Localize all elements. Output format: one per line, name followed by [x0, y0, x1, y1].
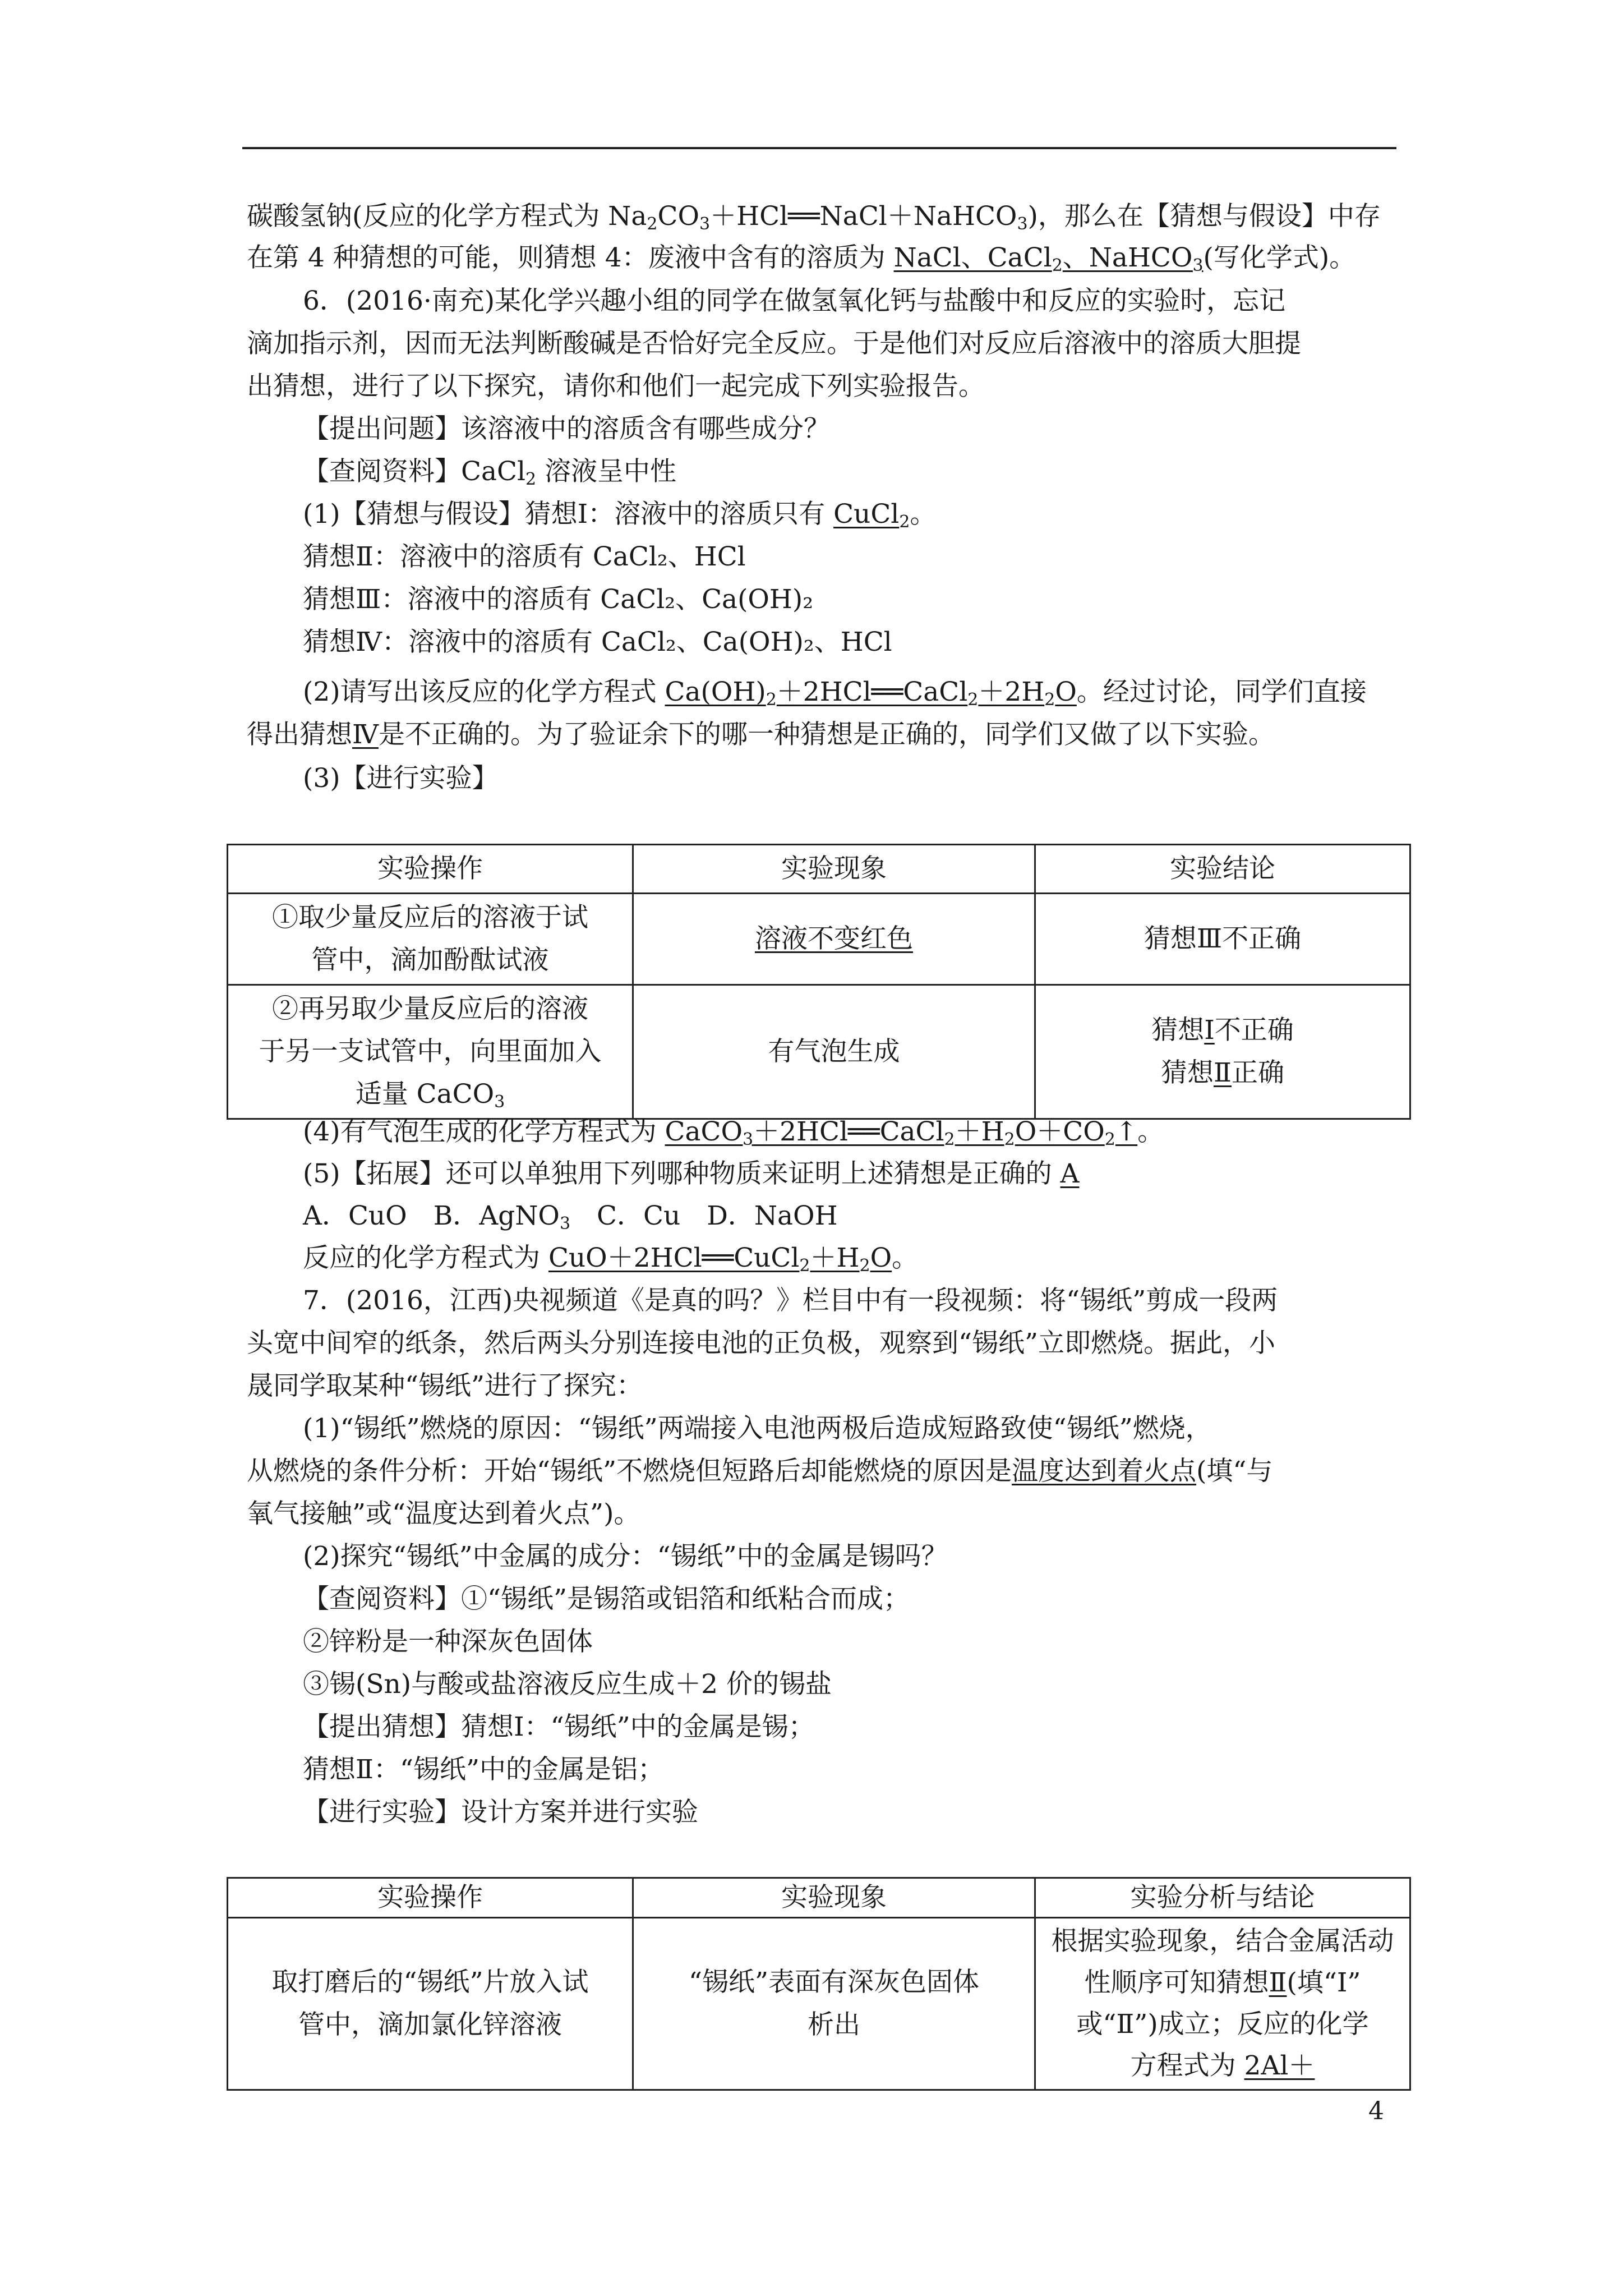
- table-cell: ②再另取少量反应后的溶液 于另一支试管中，向里面加入 适量 CaCO$_3$: [228, 985, 633, 1119]
- q6-equation-cont: 得出猜想Ⅳ是不正确的。为了验证余下的哪一种猜想是正确的，同学们又做了以下实验。: [247, 719, 1275, 750]
- q7-line-2: 头宽中间窄的纸条，然后两头分别连接电池的正负极，观察到“锡纸”立即燃烧。据此，小: [247, 1328, 1276, 1359]
- table-cell: “锡纸”表面有深灰色固体 析出: [633, 1918, 1035, 2090]
- q7-part-2: (2)探究“锡纸”中金属的成分：“锡纸”中的金属是锡吗？: [303, 1541, 948, 1572]
- table-cell: 根据实验现象，结合金属活动 性顺序可知猜想Ⅱ(填“Ⅰ” 或“Ⅱ”)成立；反应的化学 方程式为 2Al＋: [1035, 1918, 1410, 2090]
- q6-extension: (5)【拓展】还可以单独用下列哪种物质来证明上述猜想是正确的 A: [303, 1158, 1080, 1189]
- answer-blank: Ⅳ: [352, 719, 379, 750]
- table-header: 实验分析与结论: [1035, 1878, 1410, 1918]
- table-cell: 猜想Ⅲ不正确: [1035, 894, 1410, 985]
- q7-info-1: 【查阅资料】①“锡纸”是锡箔或铝箔和纸粘合而成；: [303, 1584, 910, 1614]
- q7-guess-1: 【提出猜想】猜想Ⅰ：“锡纸”中的金属是锡；: [303, 1711, 815, 1742]
- q7-guess-2: 猜想Ⅱ：“锡纸”中的金属是铝；: [303, 1754, 665, 1785]
- table-row: [228, 1918, 1410, 2090]
- q6-hypothesis-2: 猜想Ⅱ：溶液中的溶质有 CaCl₂、HCl: [303, 541, 746, 572]
- table-header: 实验操作: [228, 845, 633, 894]
- table-header-row: [228, 1878, 1410, 1918]
- table-header: 实验现象: [633, 1878, 1035, 1918]
- table-cell: 猜想Ⅰ不正确 猜想Ⅱ正确: [1035, 985, 1410, 1119]
- table-row: [228, 894, 1410, 985]
- q7-info-2: ②锌粉是一种深灰色固体: [303, 1626, 593, 1657]
- answer-blank: Ⅱ: [1214, 1057, 1232, 1088]
- table-row: [228, 985, 1410, 1119]
- q7-line-3: 晟同学取某种“锡纸”进行了探究：: [247, 1370, 643, 1401]
- answer-blank: $Ca(OH)_2+2HCl══CaCl_2+2H_2O$: [665, 677, 1077, 710]
- table-header-row: [228, 845, 1410, 894]
- q6-experiment-label: (3)【进行实验】: [303, 763, 499, 794]
- answer-blank: 温度达到着火点: [1012, 1456, 1197, 1487]
- q6-line-3: 出猜想，进行了以下探究，请你和他们一起完成下列实验报告。: [247, 371, 985, 402]
- intro-line-1: 碳酸氢钠(反应的化学方程式为 $Na_2CO_3+HCl══NaCl+NaHCO_3$)，那么在【猜想与假设】中存: [247, 201, 1381, 234]
- q7-info-3: ③锡(Sn)与酸或盐溶液反应生成＋2 价的锡盐: [303, 1669, 832, 1700]
- table-cell: [633, 894, 1035, 985]
- q6-hypothesis-3: 猜想Ⅲ：溶液中的溶质有 CaCl₂、Ca(OH)₂: [303, 584, 814, 615]
- q6-options: A．CuO B．AgNO$_3$ C．Cu D．NaOH: [303, 1200, 838, 1234]
- answer-blank: CuCl$_2$: [833, 499, 910, 532]
- intro-line-2: 在第 4 种猜想的可能，则猜想 4：废液中含有的溶质为 NaCl、CaCl$_2$、NaHCO$_3$(写化学式)。: [247, 242, 1356, 275]
- q6-gas-equation: (4)有气泡生成的化学方程式为 $CaCO_3+2HCl══CaCl_2+H_2O+CO_2↑$。: [303, 1116, 1164, 1149]
- answer-blank: NaCl、CaCl$_2$、NaHCO$_3$: [893, 242, 1204, 275]
- q6-hypothesis-1: (1)【猜想与假设】猜想Ⅰ：溶液中的溶质只有 CuCl$_2$。: [303, 499, 937, 532]
- q6-hypothesis-4: 猜想Ⅳ：溶液中的溶质有 CaCl₂、Ca(OH)₂、HCl: [303, 627, 892, 657]
- q6-question: 【提出问题】该溶液中的溶质含有哪些成分？: [303, 413, 830, 444]
- q6-line-1: 6．(2016·南充)某化学兴趣小组的同学在做氢氧化钙与盐酸中和反应的实验时，忘记: [303, 286, 1286, 316]
- q7-part-1-cont: 从燃烧的条件分析：开始“锡纸”不燃烧但短路后却能燃烧的原因是温度达到着火点(填“与: [247, 1456, 1273, 1487]
- answer-blank: Ⅱ: [1269, 1967, 1287, 1998]
- header-rule: [242, 147, 1396, 149]
- q7-part-1-cont2: 氧气接触”或“温度达到着火点”)。: [247, 1498, 640, 1529]
- answer-blank: Ⅰ: [1204, 1015, 1215, 1046]
- table-header: 实验结论: [1035, 845, 1410, 894]
- answer-blank: $CuO+2HCl══CuCl_2+H_2O$: [548, 1243, 892, 1276]
- answer-blank: 2Al＋: [1244, 2050, 1315, 2081]
- answer-blank: A: [1060, 1158, 1080, 1189]
- table-header: 实验操作: [228, 1878, 633, 1918]
- experiment-table-2: [227, 1877, 1411, 2091]
- experiment-table-1: [227, 844, 1411, 1120]
- answer-blank: $CaCO_3+2HCl══CaCl_2+H_2O+CO_2↑$: [665, 1116, 1138, 1149]
- q7-line-1: 7．(2016，江西)央视频道《是真的吗？》栏目中有一段视频：将“锡纸”剪成一段两: [303, 1285, 1278, 1316]
- q6-line-2: 滴加指示剂，因而无法判断酸碱是否恰好完全反应。于是他们对反应后溶液中的溶质大胆提: [247, 328, 1301, 359]
- table-header: 实验现象: [633, 845, 1035, 894]
- table-cell: 取打磨后的“锡纸”片放入试 管中，滴加氯化锌溶液: [228, 1918, 633, 2090]
- table-cell: 有气泡生成: [633, 985, 1035, 1119]
- answer-blank: 溶液不变红色: [755, 923, 913, 954]
- q7-experiment-label: 【进行实验】设计方案并进行实验: [303, 1797, 698, 1828]
- q6-equation: (2)请写出该反应的化学方程式 $Ca(OH)_2+2HCl══CaCl_2+2H_2O$。经过讨论，同学们直接: [303, 677, 1367, 710]
- q7-part-1: (1)“锡纸”燃烧的原因：“锡纸”两端接入电池两极后造成短路致使“锡纸”燃烧，: [303, 1413, 1212, 1444]
- page-number: 4: [1368, 2097, 1384, 2125]
- table-cell: ①取少量反应后的溶液于试 管中，滴加酚酞试液: [228, 894, 633, 985]
- q6-info: 【查阅资料】CaCl$_2$ 溶液呈中性: [303, 456, 677, 489]
- q6-extension-equation: 反应的化学方程式为 $CuO+2HCl══CuCl_2+H_2O$。: [303, 1243, 919, 1276]
